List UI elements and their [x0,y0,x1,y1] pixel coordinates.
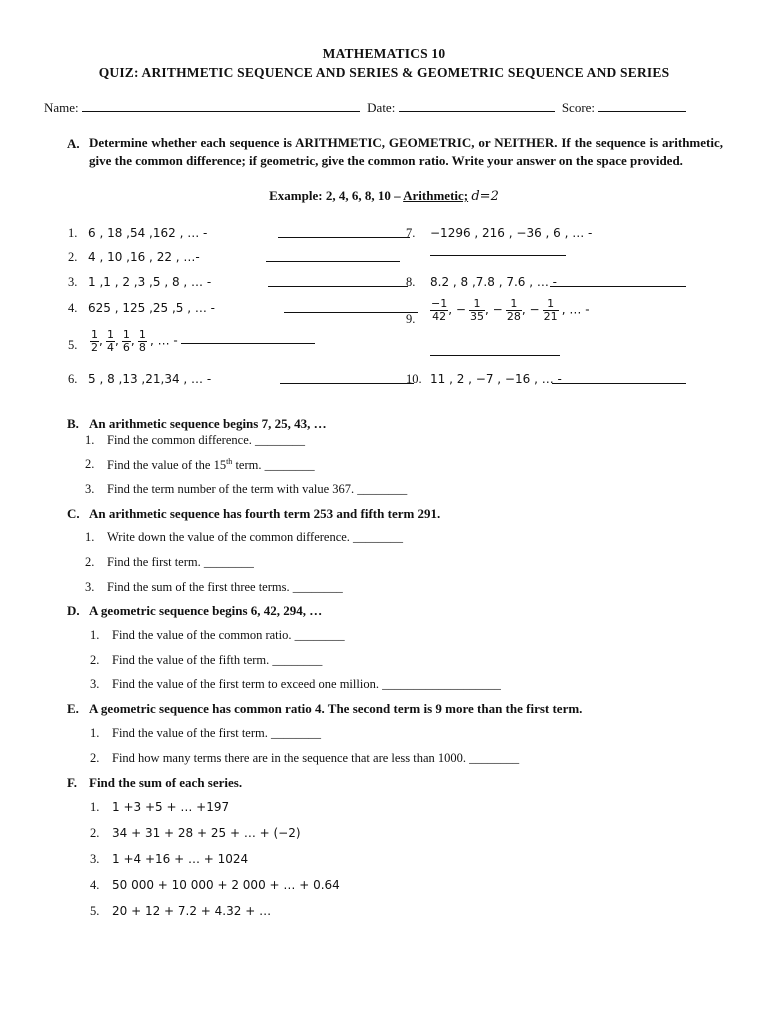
section-d-heading: A geometric sequence begins 6, 42, 294, … [89,603,323,618]
item-number: 4. [68,301,78,315]
fraction: $\frac{-1}{42}$ [431,297,448,323]
item-number: 8. [406,275,416,289]
section-f-heading: Find the sum of each series. [89,775,243,790]
fraction: $\frac{1}{28}$ [506,297,521,323]
item-sequence: 5 , 8 ,13 ,21,34 , … - [88,372,212,386]
section-a-instruction: Determine whether each sequence is ARITHMETIC, GEOMETRIC, or NEITHER. If the sequence is arithmetic, give the common difference; if geometric, give the common ratio. Write your answer on the space provided. [89,135,723,168]
item-sequence: 1 ,1 , 2 ,3 ,5 , 8 , … - [88,275,212,289]
document-subtitle: QUIZ: ARITHMETIC SEQUENCE AND SERIES & GEOMETRIC SEQUENCE AND SERIES [98,65,670,80]
name-field[interactable] [82,100,360,112]
a-answer-4[interactable] [284,301,418,313]
item-number: 10. [406,372,422,386]
a-answer-5[interactable] [181,332,315,344]
item-sequence: , … - [561,302,590,317]
section-a-example [0,188,768,204]
a-answer-3[interactable] [268,275,408,287]
item-sequence: 8.2 , 8 ,7.8 , 7.6 , … - [430,275,557,289]
fraction: $\frac{1}{21}$ [543,297,558,323]
a-answer-9[interactable] [430,344,560,356]
item-number: 9. [406,312,416,326]
section-e-letter: E. [67,701,79,716]
section-a-letter: A. [67,136,80,151]
section-b-heading: An arithmetic sequence begins 7, 25, 43, … [89,416,327,431]
item-number: 1. [68,226,78,240]
section-c-heading: An arithmetic sequence has fourth term 253 and fifth term 291. [89,506,441,521]
a-answer-6[interactable] [280,372,414,384]
item-sequence: , … - [149,333,178,348]
a-answer-7[interactable] [430,244,566,256]
item-sequence: 11 , 2 , −7 , −16 , … - [430,372,562,386]
score-label: Score: [561,100,596,115]
item-sequence: 4 , 10 ,16 , 22 , …- [88,250,200,264]
item-number: 5. [68,338,78,352]
item-sequence: 625 , 125 ,25 ,5 , … - [88,301,216,315]
example-d: d=2 [471,189,499,204]
quiz-page: MATHEMATICS 10 QUIZ: ARITHMETIC SEQUENCE AND SERIES & GEOMETRIC SEQUENCE AND SERIES Name: Date: Score: A. Determine whether each sequence is ARITHMETIC, GEOMETRIC, or NEITHER. If the sequence is arithmetic, give the common difference; if geometric, give the common ratio. Write your answer on the space provided. Example: 2, 4, 6, 8, 10 – Arithmetic; d=2 1. 6 , 18 ,54 ,162 , … - 2. 4 , 10 ,16 , 22 , …- 3. 1 ,1 , 2 ,3 ,5 , 8 , … - 4. 625 , 125 ,25 ,5 , … - 5. $\frac{1}{2}$ , $\frac{1}{4}$ , $\frac{1}{6}$ , $\frac{1}{8}$ , … - 6. 5 , 8 ,13 ,21,34 , … - 7. −1296 , 216 , −36 , 6 , … - 8. 8.2 , 8 ,7.8 , 7.6 , … - 9. $\frac{-1}{42}$ , − $\frac{1}{35}$ , − $\frac{1}{28}$ , − $\frac{1}{21}$ , … - 10. 11 , 2 , −7 , −16 , … - B. An arithmetic sequence begins 7, 25, 43, … 1. Find the common difference. ________ 2. Find the value of the 15th term. ________ 3. Find the term number of the term with value 367. ________ C. An arithmetic sequence has fourth term 253 and fifth term 291. 1. Write down the value of the common difference. ________ 2. Find the first term. ________ 3. Find the sum of the first three terms. ________ D. A geometric sequence begins 6, 42, 294, … 1. Find the value of the common ratio. ________ 2. Find the value of the fifth term. ________ 3. Find the value of the first term to exceed one million. ___________________ E. A geometric sequence has common ratio 4. The second term is 9 more than the first term. 1. Find the value of the first term. ________ 2. Find how many terms there are in the sequence that are less than 1000. ________ F. Find the sum of each series. 1. 1 +3 +5 + … +197 2. 34 + 31 + 28 + 25 + … + (−2) 3. 1 +4 +16 + … + 1024 4. 50 000 + 10 000 + 2 000 + … + 0.64 5. 20 + 12 + 7.2 + 4.32 + … [0,0,768,1024]
fraction: $\frac{1}{8}$ [138,328,146,354]
section-d-letter: D. [67,603,80,618]
item-number: 6. [68,372,78,386]
section-b-letter: B. [67,416,79,431]
item-sequence: −1296 , 216 , −36 , 6 , … - [430,226,593,240]
date-field[interactable] [399,100,555,112]
student-info-row [44,100,686,116]
name-label: Name: [44,100,79,115]
fraction: $\frac{1}{6}$ [122,328,130,354]
fraction: $\frac{1}{35}$ [470,297,485,323]
score-field[interactable] [598,100,686,112]
example-sequence: Example: 2, 4, 6, 8, 10 – [269,188,401,203]
section-c-letter: C. [67,506,80,521]
fraction: $\frac{1}{2}$ [91,328,98,354]
date-label: Date: [367,100,396,115]
document-title: MATHEMATICS 10 [322,46,446,61]
a-answer-10[interactable] [552,372,686,384]
section-f-letter: F. [67,775,77,790]
section-e-heading: A geometric sequence has common ratio 4. The second term is 9 more than the first term. [89,701,583,716]
a-answer-1[interactable] [278,226,410,238]
fraction: $\frac{1}{4}$ [106,328,114,354]
a-answer-2[interactable] [266,250,400,262]
example-answer: Arithmetic; [403,188,469,203]
item-sequence: 6 , 18 ,54 ,162 , … - [88,226,208,240]
item-number: 7. [406,226,416,240]
item-number: 2. [68,250,78,264]
a-answer-8[interactable] [550,275,686,287]
item-number: 3. [68,275,78,289]
